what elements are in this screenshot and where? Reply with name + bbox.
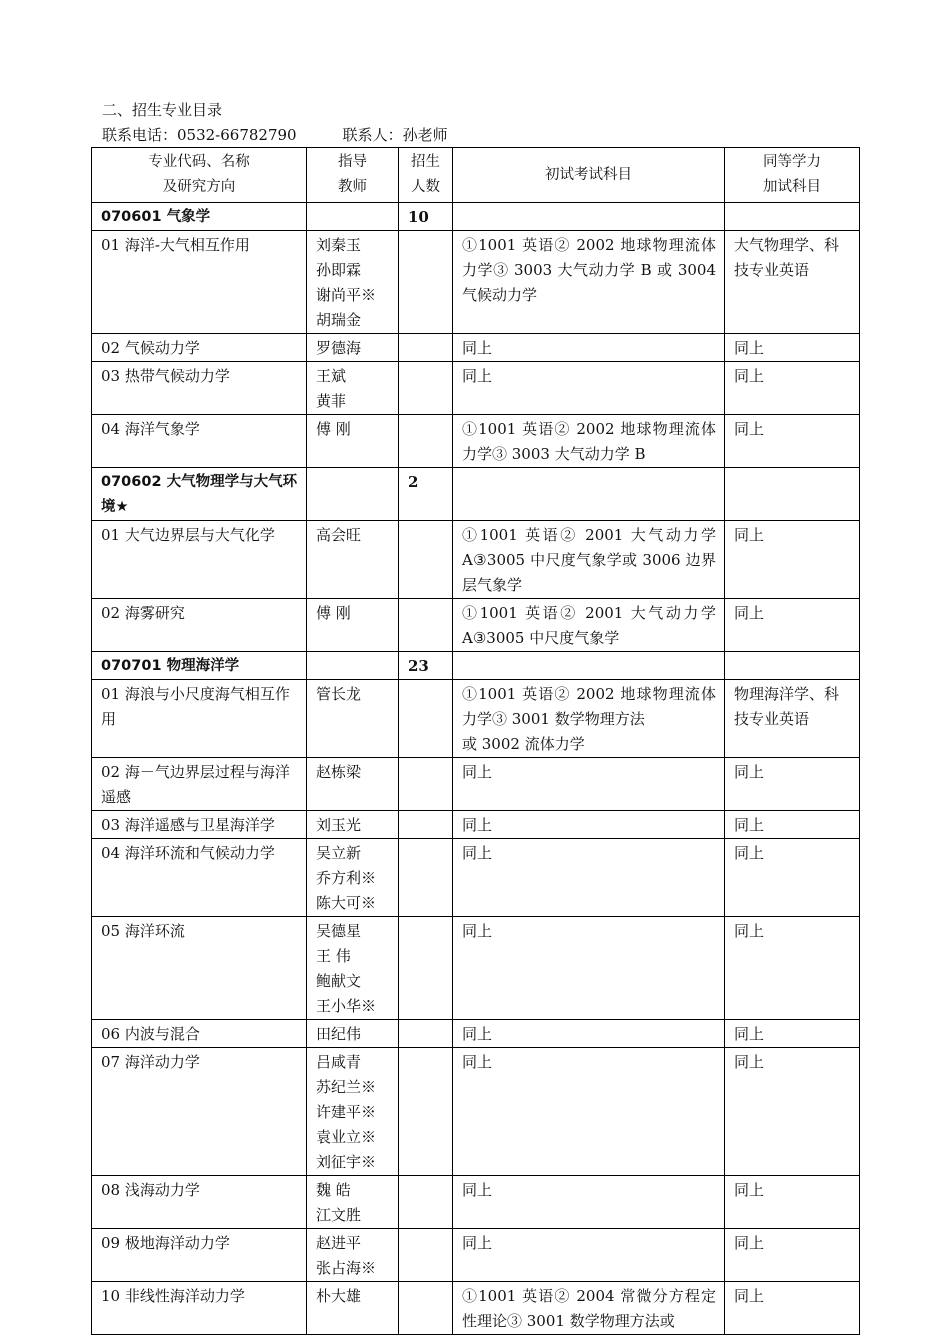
cell-major: 07 海洋动力学 <box>92 1048 307 1176</box>
cell-major: 03 海洋遥感与卫星海洋学 <box>92 811 307 839</box>
header-enrollment: 招生 人数 <box>399 148 453 203</box>
header-major: 专业代码、名称 及研究方向 <box>92 148 307 203</box>
cell-major: 01 海洋-大气相互作用 <box>92 231 307 334</box>
cell-enrollment: 23 <box>399 652 453 680</box>
table-row <box>92 362 860 415</box>
table-row <box>92 334 860 362</box>
cell-exam-subjects: ①1001 英语② 2002 地球物理流体力学③ 3001 数学物理方法 或 3002 流体力学 <box>453 680 725 758</box>
major-category-row <box>92 203 860 231</box>
cell-teacher: 魏 皓 江文胜 <box>307 1176 399 1229</box>
header-extra-subjects: 同等学力 加试科目 <box>725 148 860 203</box>
cell-major: 070601 气象学 <box>92 203 307 231</box>
cell-exam-subjects: ①1001 英语② 2004 常微分方程定性理论③ 3001 数学物理方法或 <box>453 1282 725 1335</box>
cell-enrollment <box>399 1229 453 1282</box>
cell-exam-subjects: ①1001 英语② 2002 地球物理流体力学③ 3003 大气动力学 B <box>453 415 725 468</box>
table-row <box>92 1282 860 1335</box>
cell-teacher: 刘秦玉 孙即霖 谢尚平※ 胡瑞金 <box>307 231 399 334</box>
table-row <box>92 1176 860 1229</box>
cell-enrollment <box>399 680 453 758</box>
cell-extra-subjects: 同上 <box>725 758 860 811</box>
cell-extra-subjects <box>725 468 860 521</box>
cell-teacher: 刘玉光 <box>307 811 399 839</box>
cell-teacher <box>307 203 399 231</box>
cell-exam-subjects: 同上 <box>453 362 725 415</box>
cell-major: 01 大气边界层与大气化学 <box>92 521 307 599</box>
cell-extra-subjects: 同上 <box>725 334 860 362</box>
contact-person: 联系人：孙老师 <box>342 126 448 144</box>
program-catalog-table <box>91 147 860 1335</box>
cell-major: 04 海洋气象学 <box>92 415 307 468</box>
cell-extra-subjects: 同上 <box>725 599 860 652</box>
cell-extra-subjects: 同上 <box>725 521 860 599</box>
cell-enrollment <box>399 917 453 1020</box>
cell-extra-subjects <box>725 652 860 680</box>
contact-phone: 联系电话：0532-66782790 <box>102 126 297 144</box>
cell-teacher: 傅 刚 <box>307 599 399 652</box>
cell-enrollment <box>399 839 453 917</box>
cell-major: 04 海洋环流和气候动力学 <box>92 839 307 917</box>
cell-exam-subjects: ①1001 英语② 2002 地球物理流体力学③ 3003 大气动力学 B 或 3004 气候动力学 <box>453 231 725 334</box>
table-row <box>92 1020 860 1048</box>
table-row <box>92 599 860 652</box>
cell-extra-subjects: 同上 <box>725 917 860 1020</box>
cell-exam-subjects: ①1001 英语② 2001 大气动力学 A③3005 中尺度气象学 <box>453 599 725 652</box>
cell-exam-subjects: 同上 <box>453 839 725 917</box>
cell-extra-subjects: 同上 <box>725 1020 860 1048</box>
cell-enrollment <box>399 758 453 811</box>
cell-exam-subjects: ①1001 英语② 2001 大气动力学 A③3005 中尺度气象学或 3006 边界层气象学 <box>453 521 725 599</box>
cell-extra-subjects: 同上 <box>725 811 860 839</box>
cell-teacher: 王斌 黄菲 <box>307 362 399 415</box>
cell-teacher: 罗德海 <box>307 334 399 362</box>
header-teacher: 指导 教师 <box>307 148 399 203</box>
cell-teacher: 管长龙 <box>307 680 399 758</box>
cell-teacher: 吴立新 乔方利※ 陈大可※ <box>307 839 399 917</box>
cell-exam-subjects <box>453 203 725 231</box>
cell-teacher <box>307 468 399 521</box>
cell-major: 10 非线性海洋动力学 <box>92 1282 307 1335</box>
cell-major: 070602 大气物理学与大气环境★ <box>92 468 307 521</box>
cell-teacher: 高会旺 <box>307 521 399 599</box>
cell-enrollment <box>399 1048 453 1176</box>
cell-exam-subjects: 同上 <box>453 811 725 839</box>
cell-major: 02 海－气边界层过程与海洋遥感 <box>92 758 307 811</box>
cell-exam-subjects: 同上 <box>453 334 725 362</box>
cell-teacher: 赵进平 张占海※ <box>307 1229 399 1282</box>
cell-exam-subjects: 同上 <box>453 1048 725 1176</box>
cell-exam-subjects <box>453 652 725 680</box>
cell-enrollment <box>399 231 453 334</box>
table-row <box>92 415 860 468</box>
cell-enrollment: 2 <box>399 468 453 521</box>
contact-line <box>102 124 448 146</box>
cell-extra-subjects <box>725 203 860 231</box>
cell-major: 06 内波与混合 <box>92 1020 307 1048</box>
cell-major: 08 浅海动力学 <box>92 1176 307 1229</box>
cell-enrollment <box>399 811 453 839</box>
table-row <box>92 231 860 334</box>
cell-extra-subjects: 物理海洋学、科技专业英语 <box>725 680 860 758</box>
table-header-row <box>92 148 860 203</box>
cell-exam-subjects: 同上 <box>453 758 725 811</box>
table-row <box>92 758 860 811</box>
cell-exam-subjects: 同上 <box>453 1229 725 1282</box>
cell-extra-subjects: 同上 <box>725 1282 860 1335</box>
cell-enrollment <box>399 415 453 468</box>
cell-extra-subjects: 大气物理学、科技专业英语 <box>725 231 860 334</box>
table-body <box>92 203 860 1335</box>
header-exam-subjects: 初试考试科目 <box>453 148 725 203</box>
cell-exam-subjects: 同上 <box>453 917 725 1020</box>
table-row <box>92 1229 860 1282</box>
cell-exam-subjects <box>453 468 725 521</box>
table-row <box>92 680 860 758</box>
cell-teacher <box>307 652 399 680</box>
cell-enrollment <box>399 599 453 652</box>
cell-major: 05 海洋环流 <box>92 917 307 1020</box>
cell-teacher: 吴德星 王 伟 鲍献文 王小华※ <box>307 917 399 1020</box>
cell-enrollment <box>399 1020 453 1048</box>
cell-teacher: 傅 刚 <box>307 415 399 468</box>
cell-major: 02 海雾研究 <box>92 599 307 652</box>
cell-enrollment <box>399 362 453 415</box>
cell-extra-subjects: 同上 <box>725 362 860 415</box>
cell-enrollment <box>399 334 453 362</box>
cell-teacher: 吕咸青 苏纪兰※ 许建平※ 袁业立※ 刘征宇※ <box>307 1048 399 1176</box>
cell-extra-subjects: 同上 <box>725 1229 860 1282</box>
cell-enrollment <box>399 1176 453 1229</box>
cell-teacher: 赵栋梁 <box>307 758 399 811</box>
cell-major: 070701 物理海洋学 <box>92 652 307 680</box>
cell-teacher: 朴大雄 <box>307 1282 399 1335</box>
cell-enrollment <box>399 521 453 599</box>
table-row <box>92 521 860 599</box>
cell-major: 09 极地海洋动力学 <box>92 1229 307 1282</box>
major-category-row <box>92 652 860 680</box>
cell-extra-subjects: 同上 <box>725 839 860 917</box>
cell-exam-subjects: 同上 <box>453 1176 725 1229</box>
major-category-row <box>92 468 860 521</box>
table-row <box>92 839 860 917</box>
cell-major: 01 海浪与小尺度海气相互作用 <box>92 680 307 758</box>
table-row <box>92 1048 860 1176</box>
cell-teacher: 田纪伟 <box>307 1020 399 1048</box>
cell-exam-subjects: 同上 <box>453 1020 725 1048</box>
cell-extra-subjects: 同上 <box>725 1176 860 1229</box>
cell-major: 02 气候动力学 <box>92 334 307 362</box>
table-row <box>92 917 860 1020</box>
cell-enrollment <box>399 1282 453 1335</box>
table-row <box>92 811 860 839</box>
cell-extra-subjects: 同上 <box>725 415 860 468</box>
cell-extra-subjects: 同上 <box>725 1048 860 1176</box>
cell-enrollment: 10 <box>399 203 453 231</box>
cell-major: 03 热带气候动力学 <box>92 362 307 415</box>
section-heading: 二、招生专业目录 <box>102 101 223 119</box>
